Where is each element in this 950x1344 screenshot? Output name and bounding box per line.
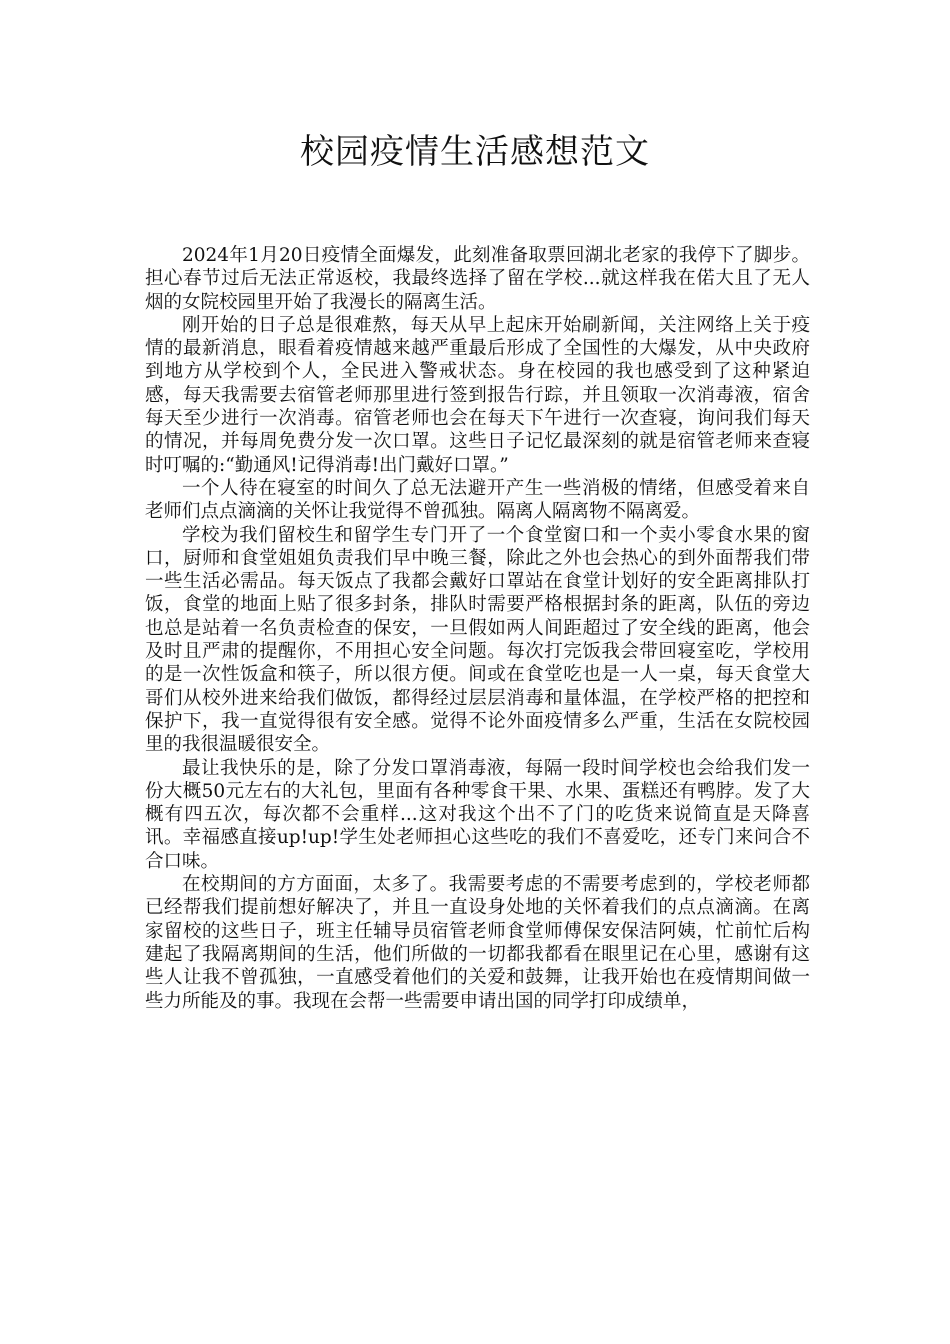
document-body bbox=[145, 244, 810, 1013]
paragraph: 一个人待在寝室的时间久了总无法避开产生一些消极的情绪，但感受着来自老师们点点滴滴的关怀让我觉得不曾孤独。隔离人隔离物不隔离爱。 bbox=[145, 477, 810, 523]
paragraph: 刚开始的日子总是很难熬，每天从早上起床开始刷新闻，关注网络上关于疫情的最新消息，眼看着疫情越来越严重最后形成了全国性的大爆发，从中央政府到地方从学校到个人，全民进入警戒状态。身在校园的我也感受到了这种紧迫感，每天我需要去宿管老师那里进行签到报告行踪，并且领取一次消毒液，宿舍每天至少进行一次消毒。宿管老师也会在每天下午进行一次查寝，询问我们每天的情况，并每周免费分发一次口罩。这些日子记忆最深刻的就是宿管老师来查寝时叮嘱的:“勤通风!记得消毒!出门戴好口罩。” bbox=[145, 314, 810, 476]
paragraph: 在校期间的方方面面，太多了。我需要考虑的不需要考虑到的，学校老师都已经帮我们提前想好解决了，并且一直设身处地的关怀着我们的点点滴滴。在离家留校的这些日子，班主任辅导员宿管老师食堂师傅保安保洁阿姨，忙前忙后构建起了我隔离期间的生活，他们所做的一切都我都看在眼里记在心里，感谢有这些人让我不曾孤独，一直感受着他们的关爱和鼓舞，让我开始也在疫情期间做一些力所能及的事。我现在会帮一些需要申请出国的同学打印成绩单， bbox=[145, 874, 810, 1012]
paragraph: 2024年1月20日疫情全面爆发，此刻准备取票回湖北老家的我停下了脚步。担心春节过后无法正常返校，我最终选择了留在学校...就这样我在偌大且了无人烟的女院校园里开始了我漫长的隔离生活。 bbox=[145, 245, 810, 313]
document-title: 校园疫情生活感想范文 bbox=[300, 132, 650, 172]
paragraph: 学校为我们留校生和留学生专门开了一个食堂窗口和一个卖小零食水果的窗口，厨师和食堂姐姐负责我们早中晚三餐，除此之外也会热心的到外面帮我们带一些生活必需品。每天饭点了我都会戴好口罩站在食堂计划好的安全距离排队打饭，食堂的地面上贴了很多封条，排队时需要严格根据封条的距离，队伍的旁边也总是站着一名负责检查的保安，一旦假如两人间距超过了安全线的距离，他会及时且严肃的提醒你，不用担心安全问题。每次打完饭我会带回寝室吃，学校用的是一次性饭盒和筷子，所以很方便。间或在食堂吃也是一人一桌，每天食堂大哥们从校外进来给我们做饭，都得经过层层消毒和量体温，在学校严格的把控和保护下，我一直觉得很有安全感。觉得不论外面疫情多么严重，生活在女院校园里的我很温暖很安全。 bbox=[145, 524, 810, 756]
paragraph: 最让我快乐的是，除了分发口罩消毒液，每隔一段时间学校也会给我们发一份大概50元左右的大礼包，里面有各种零食干果、水果、蛋糕还有鸭脖。发了大概有四五次，每次都不会重样...这对我这个出不了门的吃货来说简直是天降喜讯。幸福感直接up!up!学生处老师担心这些吃的我们不喜爱吃，还专门来问合不合口味。 bbox=[145, 757, 810, 872]
